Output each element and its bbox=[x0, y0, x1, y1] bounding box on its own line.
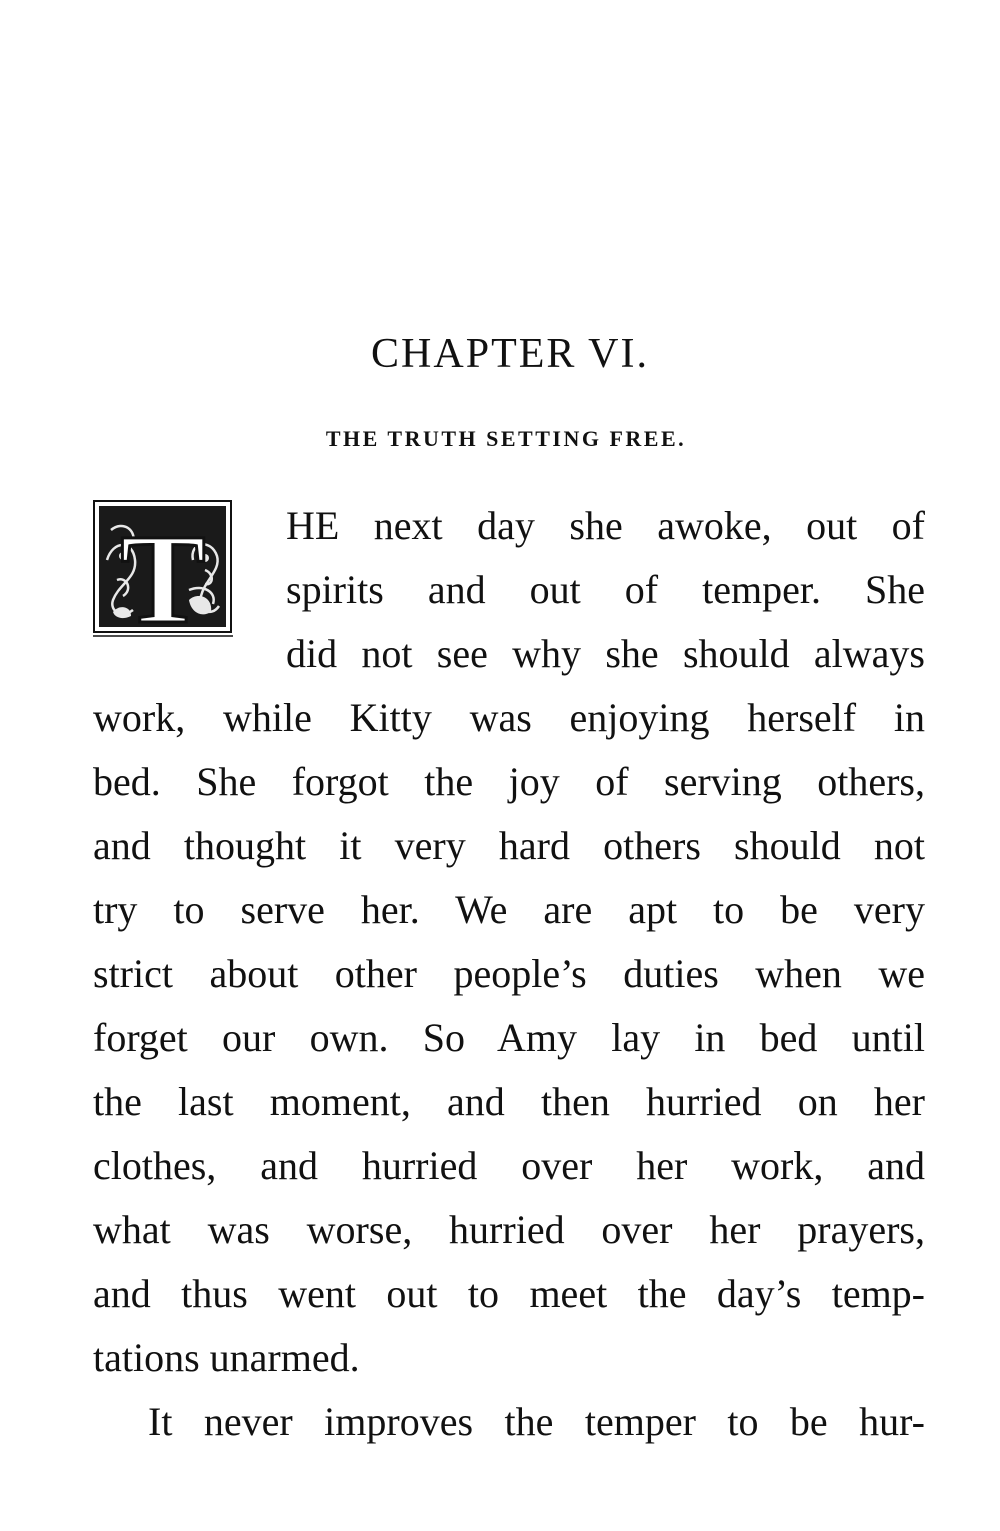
drop-cap-ornament bbox=[93, 500, 233, 637]
text-line: work, while Kitty was enjoying herself in bbox=[93, 695, 925, 740]
text-line: did not see why she should always bbox=[286, 631, 925, 676]
text-line: bed. She forgot the joy of serving others, bbox=[93, 759, 925, 804]
text-line: clothes, and hurried over her work, and bbox=[93, 1143, 925, 1188]
text-line: what was worse, hurried over her prayers, bbox=[93, 1207, 925, 1252]
text-line: try to serve her. We are apt to be very bbox=[93, 887, 925, 932]
drop-cap-letter: T bbox=[120, 508, 206, 637]
text-line: spirits and out of temper. She bbox=[286, 567, 925, 612]
text-line: and thought it very hard others should not bbox=[93, 823, 925, 868]
chapter-subtitle: THE TRUTH SETTING FREE. bbox=[325, 426, 687, 451]
text-line: forget our own. So Amy lay in bed until bbox=[93, 1015, 925, 1060]
chapter-title: CHAPTER VI. bbox=[371, 331, 649, 377]
text-line: tations unarmed. bbox=[93, 1335, 360, 1380]
text-line: strict about other people’s duties when we bbox=[93, 951, 925, 996]
text-line: and thus went out to meet the day’s temp- bbox=[93, 1271, 925, 1316]
text-line: HE next day she awoke, out of bbox=[286, 503, 925, 548]
text-line: the last moment, and then hurried on her bbox=[93, 1079, 925, 1124]
text-line: It never improves the temper to be hur- bbox=[148, 1399, 925, 1444]
